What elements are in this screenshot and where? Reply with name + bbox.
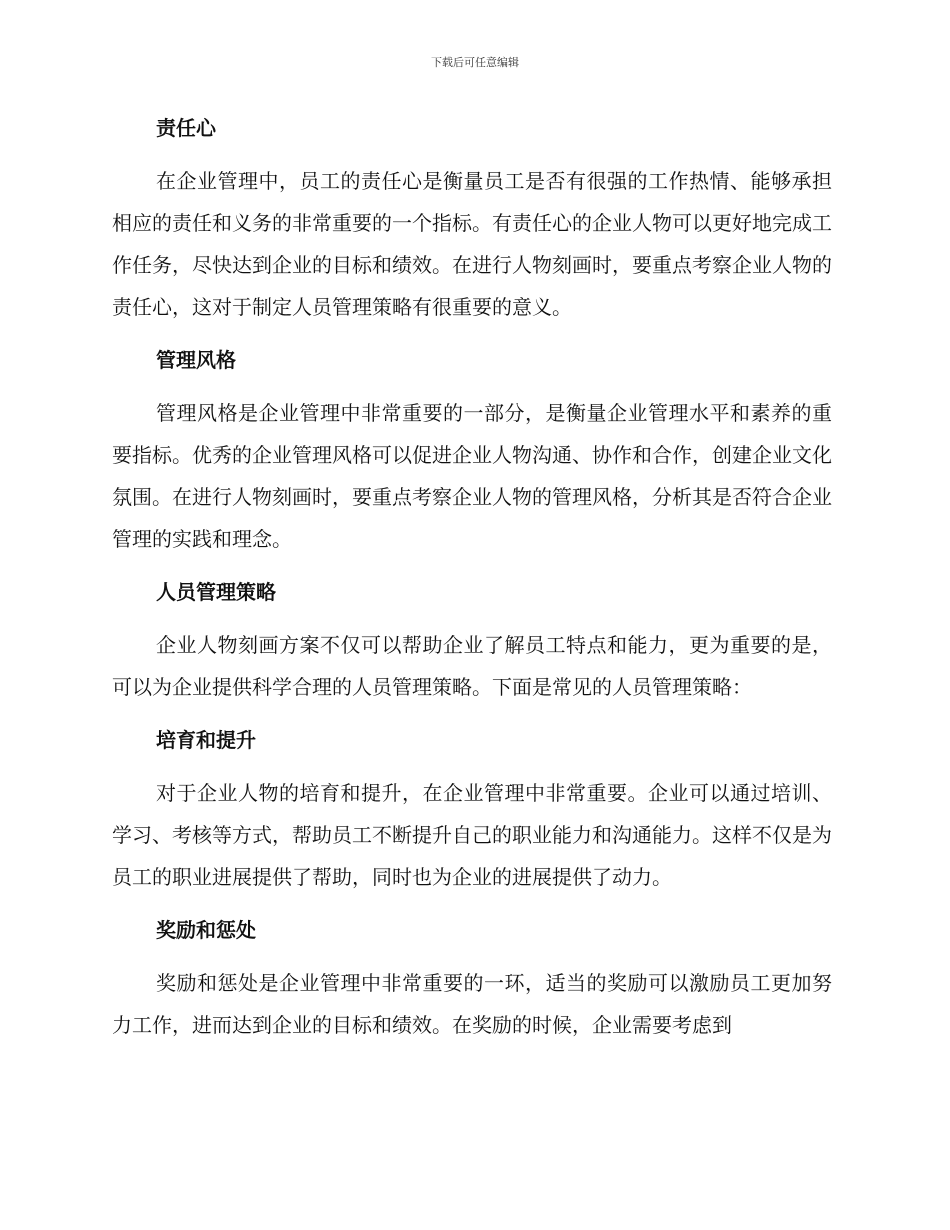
section-paragraph-training: 对于企业人物的培育和提升，在企业管理中非常重要。企业可以通过培训、学习、考核等方式，帮助员工不断提升自己的职业能力和沟通能力。这样不仅是为员工的职业进展提供了帮助，同时也为企业的进展提供了动力。	[112, 781, 832, 889]
section-paragraph-responsibility: 在企业管理中，员工的责任心是衡量员工是否有很强的工作热情、能够承担相应的责任和义务的非常重要的一个指标。有责任心的企业人物可以更好地完成工作任务，尽快达到企业的目标和绩效。在进行人物刻画时，要重点考察企业人物的责任心，这对于制定人员管理策略有很重要的意义。	[112, 169, 832, 319]
section-heading-management-style: 管理风格	[156, 348, 236, 372]
section-heading-responsibility: 责任心	[156, 116, 216, 140]
section-paragraph-personnel-strategy: 企业人物刻画方案不仅可以帮助企业了解员工特点和能力，更为重要的是，可以为企业提供科学合理的人员管理策略。下面是常见的人员管理策略：	[112, 633, 832, 699]
section-heading-training: 培育和提升	[156, 728, 256, 752]
section-paragraph-reward-punishment: 奖励和惩处是企业管理中非常重要的一环，适当的奖励可以激励员工更加努力工作，进而达到企业的目标和绩效。在奖励的时候，企业需要考虑到	[112, 971, 832, 1037]
section-heading-personnel-strategy: 人员管理策略	[156, 580, 276, 604]
section-heading-reward-punishment: 奖励和惩处	[156, 918, 256, 942]
section-paragraph-management-style: 管理风格是企业管理中非常重要的一部分，是衡量企业管理水平和素养的重要指标。优秀的企业管理风格可以促进企业人物沟通、协作和合作，创建企业文化氛围。在进行人物刻画时，要重点考察企业人物的管理风格，分析其是否符合企业管理的实践和理念。	[112, 401, 832, 551]
document-body	[112, 108, 832, 1058]
page-header: 下载后可任意编辑	[431, 56, 519, 69]
